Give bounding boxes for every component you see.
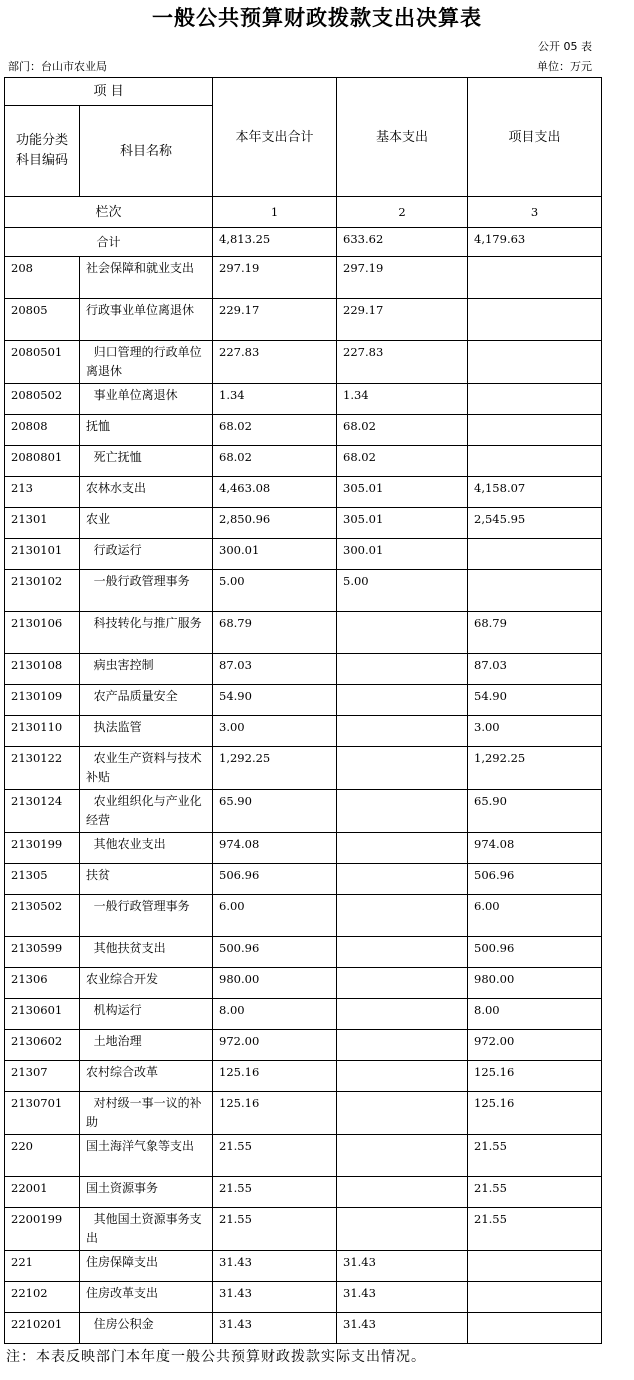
seq-2: 2: [337, 197, 468, 228]
table-row: [5, 446, 602, 477]
table-row: [5, 612, 602, 654]
row-project: 125.16: [468, 1092, 602, 1135]
row-code: 2130601: [5, 999, 80, 1030]
table-row: [5, 716, 602, 747]
row-project: [468, 539, 602, 570]
row-code: 2130124: [5, 790, 80, 833]
row-code: 2130109: [5, 685, 80, 716]
row-basic: 305.01: [337, 508, 468, 539]
row-total: 68.02: [213, 415, 337, 446]
row-name: 一般行政管理事务: [80, 895, 213, 937]
row-code: 208: [5, 257, 80, 299]
table-row: [5, 508, 602, 539]
row-total: 125.16: [213, 1092, 337, 1135]
row-name: 执法监管: [80, 716, 213, 747]
row-basic: 5.00: [337, 570, 468, 612]
row-basic: 1.34: [337, 384, 468, 415]
row-total: 4,463.08: [213, 477, 337, 508]
expenditure-table: [4, 77, 602, 1344]
row-project: [468, 570, 602, 612]
table-row: [5, 477, 602, 508]
table-row: [5, 1061, 602, 1092]
header-project: 项目支出: [468, 78, 602, 197]
table-row: [5, 415, 602, 446]
row-name: 归口管理的行政单位离退休: [80, 341, 213, 384]
row-total: 68.02: [213, 446, 337, 477]
table-row: [5, 384, 602, 415]
row-name: 其他扶贫支出: [80, 937, 213, 968]
table-row: [5, 1177, 602, 1208]
table-row: [5, 570, 602, 612]
row-name: 其他国土资源事务支出: [80, 1208, 213, 1251]
row-project: 8.00: [468, 999, 602, 1030]
row-total: 500.96: [213, 937, 337, 968]
row-project: 4,158.07: [468, 477, 602, 508]
row-name: 土地治理: [80, 1030, 213, 1061]
row-project: [468, 1313, 602, 1344]
row-total: 2,850.96: [213, 508, 337, 539]
table-row: [5, 747, 602, 790]
total-basic: 633.62: [337, 228, 468, 257]
row-project: 500.96: [468, 937, 602, 968]
table-row: [5, 341, 602, 384]
row-name: 抚恤: [80, 415, 213, 446]
row-code: 2130502: [5, 895, 80, 937]
row-name: 国土资源事务: [80, 1177, 213, 1208]
row-name: 一般行政管理事务: [80, 570, 213, 612]
row-project: 2,545.95: [468, 508, 602, 539]
row-name: 农业: [80, 508, 213, 539]
table-row: [5, 999, 602, 1030]
row-name: 农村综合改革: [80, 1061, 213, 1092]
header-name: 科目名称: [80, 106, 213, 197]
row-name: 住房改革支出: [80, 1282, 213, 1313]
row-basic: [337, 1208, 468, 1251]
row-project: [468, 257, 602, 299]
row-name: 扶贫: [80, 864, 213, 895]
row-code: 221: [5, 1251, 80, 1282]
header-total: 本年支出合计: [213, 78, 337, 197]
row-name: 行政运行: [80, 539, 213, 570]
total-project: 4,179.63: [468, 228, 602, 257]
row-basic: [337, 864, 468, 895]
row-name: 农业综合开发: [80, 968, 213, 999]
seq-3: 3: [468, 197, 602, 228]
row-project: [468, 299, 602, 341]
row-total: 5.00: [213, 570, 337, 612]
row-code: 22102: [5, 1282, 80, 1313]
total-row: [5, 228, 602, 257]
row-total: 300.01: [213, 539, 337, 570]
row-project: 125.16: [468, 1061, 602, 1092]
row-name: 国土海洋气象等支出: [80, 1135, 213, 1177]
row-code: 220: [5, 1135, 80, 1177]
row-code: 2130199: [5, 833, 80, 864]
row-code: 21306: [5, 968, 80, 999]
row-total: 125.16: [213, 1061, 337, 1092]
table-row: [5, 864, 602, 895]
row-total: 21.55: [213, 1208, 337, 1251]
table-row: [5, 685, 602, 716]
row-basic: 300.01: [337, 539, 468, 570]
table-row: [5, 1092, 602, 1135]
row-total: 506.96: [213, 864, 337, 895]
row-name: 社会保障和就业支出: [80, 257, 213, 299]
unit-label: 单位：万元: [537, 60, 592, 73]
row-basic: 297.19: [337, 257, 468, 299]
row-basic: [337, 968, 468, 999]
row-basic: [337, 1061, 468, 1092]
row-code: 2130101: [5, 539, 80, 570]
header-item: 项 目: [5, 78, 213, 106]
row-project: 506.96: [468, 864, 602, 895]
table-row: [5, 833, 602, 864]
row-basic: [337, 1177, 468, 1208]
row-code: 2130110: [5, 716, 80, 747]
row-name: 农产品质量安全: [80, 685, 213, 716]
row-basic: [337, 1092, 468, 1135]
table-row: [5, 1313, 602, 1344]
row-total: 54.90: [213, 685, 337, 716]
row-total: 1,292.25: [213, 747, 337, 790]
row-code: 2130106: [5, 612, 80, 654]
row-total: 972.00: [213, 1030, 337, 1061]
row-code: 2130602: [5, 1030, 80, 1061]
row-total: 31.43: [213, 1313, 337, 1344]
row-total: 229.17: [213, 299, 337, 341]
row-name: 对村级一事一议的补助: [80, 1092, 213, 1135]
row-code: 2080502: [5, 384, 80, 415]
table-row: [5, 654, 602, 685]
row-basic: [337, 716, 468, 747]
table-row: [5, 790, 602, 833]
row-project: [468, 415, 602, 446]
row-code: 22001: [5, 1177, 80, 1208]
row-total: 974.08: [213, 833, 337, 864]
table-row: [5, 1208, 602, 1251]
row-code: 2130108: [5, 654, 80, 685]
row-total: 227.83: [213, 341, 337, 384]
row-basic: [337, 790, 468, 833]
row-basic: 31.43: [337, 1251, 468, 1282]
row-code: 21301: [5, 508, 80, 539]
row-name: 行政事业单位离退休: [80, 299, 213, 341]
row-code: 2130122: [5, 747, 80, 790]
row-basic: [337, 1030, 468, 1061]
row-total: 980.00: [213, 968, 337, 999]
row-basic: [337, 612, 468, 654]
row-code: 2210201: [5, 1313, 80, 1344]
table-row: [5, 1282, 602, 1313]
row-total: 8.00: [213, 999, 337, 1030]
row-basic: 68.02: [337, 446, 468, 477]
row-total: 21.55: [213, 1177, 337, 1208]
row-basic: 68.02: [337, 415, 468, 446]
row-total: 68.79: [213, 612, 337, 654]
row-project: [468, 384, 602, 415]
row-code: 20808: [5, 415, 80, 446]
department-label: 部门：台山市农业局: [8, 60, 107, 73]
row-project: 972.00: [468, 1030, 602, 1061]
row-name: 科技转化与推广服务: [80, 612, 213, 654]
row-basic: [337, 685, 468, 716]
row-total: 1.34: [213, 384, 337, 415]
row-project: 54.90: [468, 685, 602, 716]
row-total: 65.90: [213, 790, 337, 833]
row-basic: [337, 747, 468, 790]
seq-1: 1: [213, 197, 337, 228]
row-basic: 229.17: [337, 299, 468, 341]
row-code: 213: [5, 477, 80, 508]
row-code: 2200199: [5, 1208, 80, 1251]
row-basic: 31.43: [337, 1313, 468, 1344]
row-basic: [337, 999, 468, 1030]
seq-row: [5, 197, 602, 228]
row-project: 65.90: [468, 790, 602, 833]
table-row: [5, 968, 602, 999]
row-total: 3.00: [213, 716, 337, 747]
row-project: 21.55: [468, 1135, 602, 1177]
row-total: 31.43: [213, 1282, 337, 1313]
row-project: 21.55: [468, 1177, 602, 1208]
row-project: 87.03: [468, 654, 602, 685]
total-label: 合计: [5, 228, 213, 257]
row-basic: [337, 654, 468, 685]
header-code: 功能分类科目编码: [5, 106, 80, 197]
row-code: 2130102: [5, 570, 80, 612]
page-title: 一般公共预算财政拨款支出决算表: [152, 5, 482, 30]
row-code: 2080801: [5, 446, 80, 477]
row-total: 21.55: [213, 1135, 337, 1177]
row-project: 1,292.25: [468, 747, 602, 790]
row-name: 住房公积金: [80, 1313, 213, 1344]
row-name: 农业组织化与产业化经营: [80, 790, 213, 833]
row-total: 6.00: [213, 895, 337, 937]
table-row: [5, 1251, 602, 1282]
row-basic: 305.01: [337, 477, 468, 508]
table-row: [5, 299, 602, 341]
row-name: 机构运行: [80, 999, 213, 1030]
table-row: [5, 1135, 602, 1177]
row-project: 980.00: [468, 968, 602, 999]
row-name: 农林水支出: [80, 477, 213, 508]
row-project: [468, 446, 602, 477]
row-total: 297.19: [213, 257, 337, 299]
table-row: [5, 937, 602, 968]
header-basic: 基本支出: [337, 78, 468, 197]
total-total: 4,813.25: [213, 228, 337, 257]
table-row: [5, 1030, 602, 1061]
row-name: 死亡抚恤: [80, 446, 213, 477]
row-basic: [337, 1135, 468, 1177]
row-code: 21305: [5, 864, 80, 895]
footnote: 注：本表反映部门本年度一般公共预算财政拨款实际支出情况。: [6, 1349, 426, 1365]
row-project: 974.08: [468, 833, 602, 864]
table-row: [5, 895, 602, 937]
row-total: 31.43: [213, 1251, 337, 1282]
row-name: 农业生产资料与技术补贴: [80, 747, 213, 790]
row-project: 68.79: [468, 612, 602, 654]
row-name: 其他农业支出: [80, 833, 213, 864]
table-row: [5, 257, 602, 299]
row-code: 2130701: [5, 1092, 80, 1135]
row-basic: 31.43: [337, 1282, 468, 1313]
row-project: 3.00: [468, 716, 602, 747]
row-name: 事业单位离退休: [80, 384, 213, 415]
row-project: [468, 1282, 602, 1313]
row-project: 21.55: [468, 1208, 602, 1251]
row-name: 病虫害控制: [80, 654, 213, 685]
row-project: [468, 341, 602, 384]
table-row: [5, 539, 602, 570]
row-total: 87.03: [213, 654, 337, 685]
row-basic: [337, 895, 468, 937]
form-number: 公开 05 表: [538, 40, 592, 53]
row-code: 2130599: [5, 937, 80, 968]
row-code: 20805: [5, 299, 80, 341]
row-basic: [337, 833, 468, 864]
row-project: [468, 1251, 602, 1282]
row-basic: 227.83: [337, 341, 468, 384]
row-code: 2080501: [5, 341, 80, 384]
seq-label: 栏次: [5, 197, 213, 228]
row-code: 21307: [5, 1061, 80, 1092]
row-basic: [337, 937, 468, 968]
row-name: 住房保障支出: [80, 1251, 213, 1282]
header-row-item: [5, 78, 602, 106]
row-project: 6.00: [468, 895, 602, 937]
